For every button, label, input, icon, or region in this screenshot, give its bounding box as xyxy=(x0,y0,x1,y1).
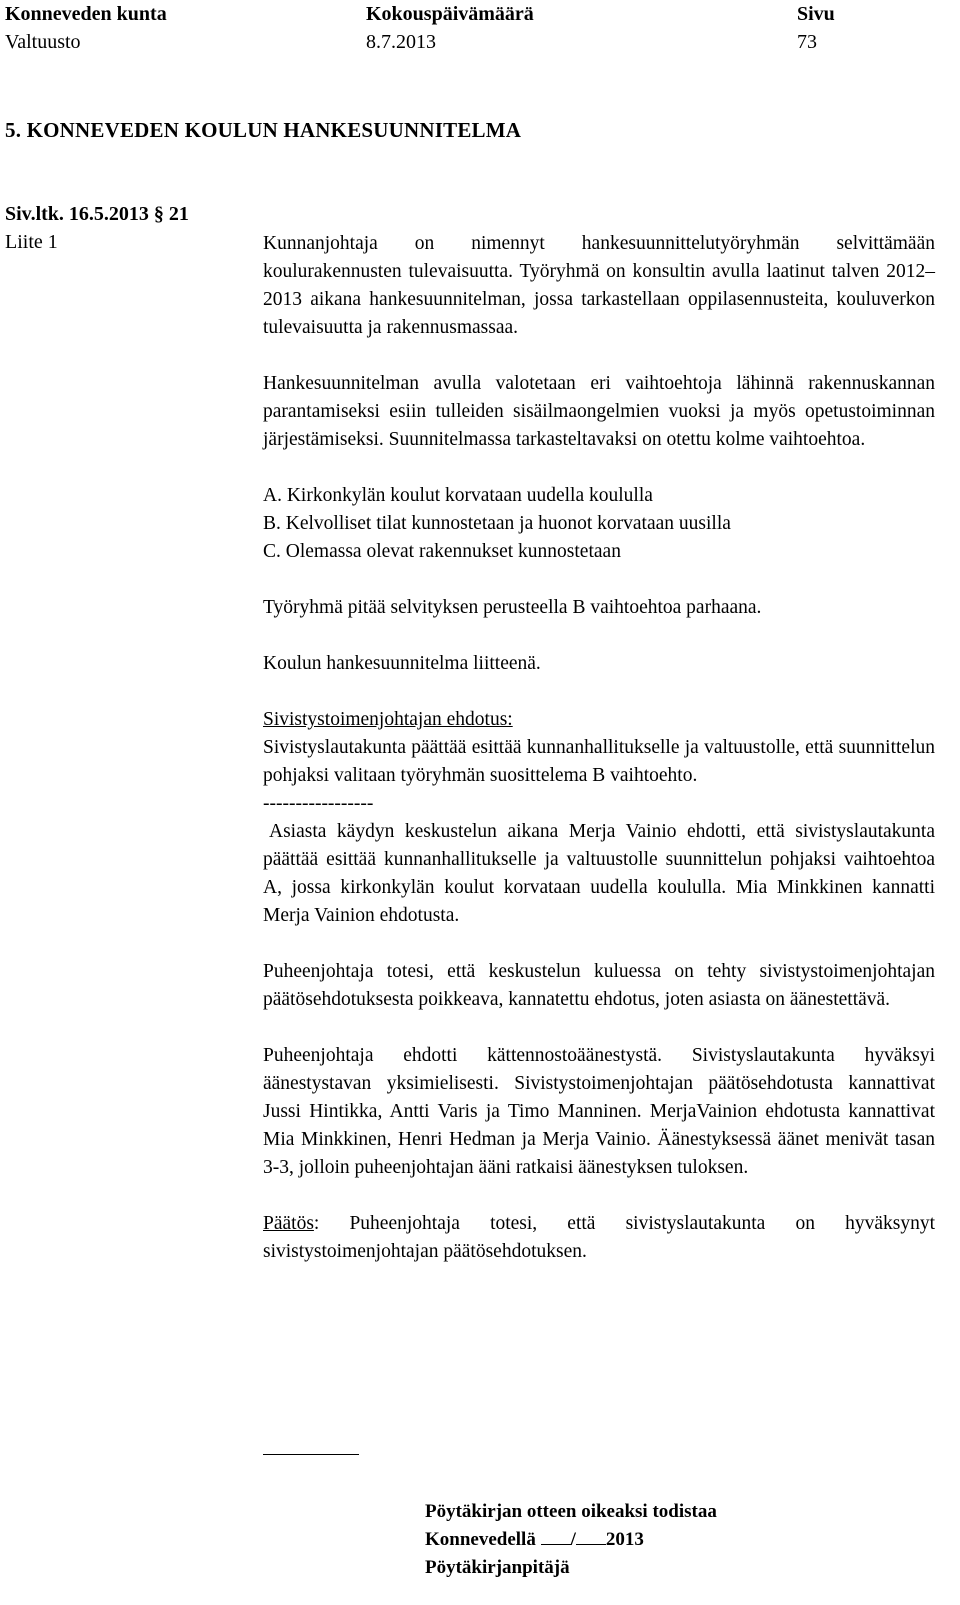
page-label: Sivu xyxy=(797,3,835,25)
paragraph-counter-proposal: Asiasta käydyn keskustelun aikana Merja Vainio ehdotti, että sivistyslautakunta päättää esittää kunnanhallitukselle ja valtuustolle suunnittelun pohjaksi vaihtoehtoa A, jossa kirkonkylän koulut korvataan uudella koululla. Mia Minkkinen kannatti Merja Vainion ehdotusta. xyxy=(263,821,935,926)
date-label: Kokouspäivämäärä xyxy=(366,3,534,25)
month-blank xyxy=(576,1526,606,1545)
decision-text: : Puheenjohtaja totesi, että sivistyslautakunta on hyväksynyt sivistystoimenjohtajan päätösehdotuksen. xyxy=(263,1213,935,1262)
paragraph-vote-result: Puheenjohtaja ehdotti kättennostoäänestystä. Sivistyslautakunta hyväksyi äänestystavan yksimielisesti. Sivistystoimenjohtajan päätösehdotusta kannattivat Jussi Hintikka, Antti Varis ja Timo Manninen. MerjaVainion ehdotusta kannattivat Mia Minkkinen, Henri Hedman ja Merja Vainio. Äänestyksessä äänet menivät tasan 3-3, jolloin puheenjohtajan ääni ratkaisi äänestyksen tuloksen. xyxy=(263,1045,935,1178)
certification-title: Pöytäkirjan otteen oikeaksi todistaa xyxy=(425,1501,717,1522)
attachment-label: Liite 1 xyxy=(5,231,58,253)
signature-line xyxy=(263,1454,359,1455)
certification-footer xyxy=(425,1498,717,1582)
place-name: Konnevedellä xyxy=(425,1529,536,1550)
proposal-text: Sivistyslautakunta päättää esittää kunnanhallitukselle ja valtuustolle, että suunnittelun pohjaksi valitaan työryhmän suosittelema B vaihtoehto. xyxy=(263,737,935,786)
decision-label: Päätös xyxy=(263,1213,314,1234)
document-body xyxy=(263,230,935,1266)
meeting-date: 8.7.2013 xyxy=(366,31,436,53)
day-blank xyxy=(541,1526,571,1545)
option-b: B. Kelvolliset tilat kunnostetaan ja huonot korvataan uusilla xyxy=(263,513,731,534)
date-slash: / xyxy=(570,1529,576,1550)
certification-year: 2013 xyxy=(605,1529,644,1550)
option-a: A. Kirkonkylän koulut korvataan uudella koululla xyxy=(263,485,653,506)
section-title: 5. KONNEVEDEN KOULUN HANKESUUNNITELMA xyxy=(5,118,522,142)
paragraph-attachment-note: Koulun hankesuunnitelma liitteenä. xyxy=(263,653,541,674)
meeting-reference: Siv.ltk. 16.5.2013 § 21 xyxy=(5,203,189,225)
secretary-label: Pöytäkirjanpitäjä xyxy=(425,1557,570,1578)
decision-paragraph xyxy=(263,1210,935,1266)
paragraph-vote-needed: Puheenjohtaja totesi, että keskustelun kuluessa on tehty sivistystoimenjohtajan päätösehdotuksesta poikkeava, kannatettu ehdotus, joten asiasta on äänestettävä. xyxy=(263,961,935,1010)
certification-place-date xyxy=(425,1526,717,1554)
paragraph-recommendation: Työryhmä pitää selvityksen perusteella B vaihtoehtoa parhaana. xyxy=(263,597,762,618)
option-c: C. Olemassa olevat rakennukset kunnostetaan xyxy=(263,541,621,562)
paragraph-purpose: Hankesuunnitelman avulla valotetaan eri vaihtoehtoja lähinnä rakennuskannan parantamiseksi esiin tulleiden sisäilmaongelmien vuoksi ja myös opetustoiminnan järjestämiseksi. Suunnitelmassa tarkasteltavaksi on otettu kolme vaihtoehtoa. xyxy=(263,373,935,450)
paragraph-background: Kunnanjohtaja on nimennyt hankesuunnittelutyöryhmän selvittämään koulurakennusten tulevaisuutta. Työryhmä on konsultin avulla laatinut talven 2012–2013 aikana hankesuunnitelman, jossa tarkastellaan oppilasennusteita, kouluverkon tulevaisuutta ja rakennusmassaa. xyxy=(263,233,935,338)
body-name: Valtuusto xyxy=(5,31,81,53)
org-name: Konneveden kunta xyxy=(5,3,167,25)
separator-dashes: ----------------- xyxy=(263,793,374,814)
page-number: 73 xyxy=(797,31,817,53)
proposal-label: Sivistystoimenjohtajan ehdotus: xyxy=(263,709,513,730)
